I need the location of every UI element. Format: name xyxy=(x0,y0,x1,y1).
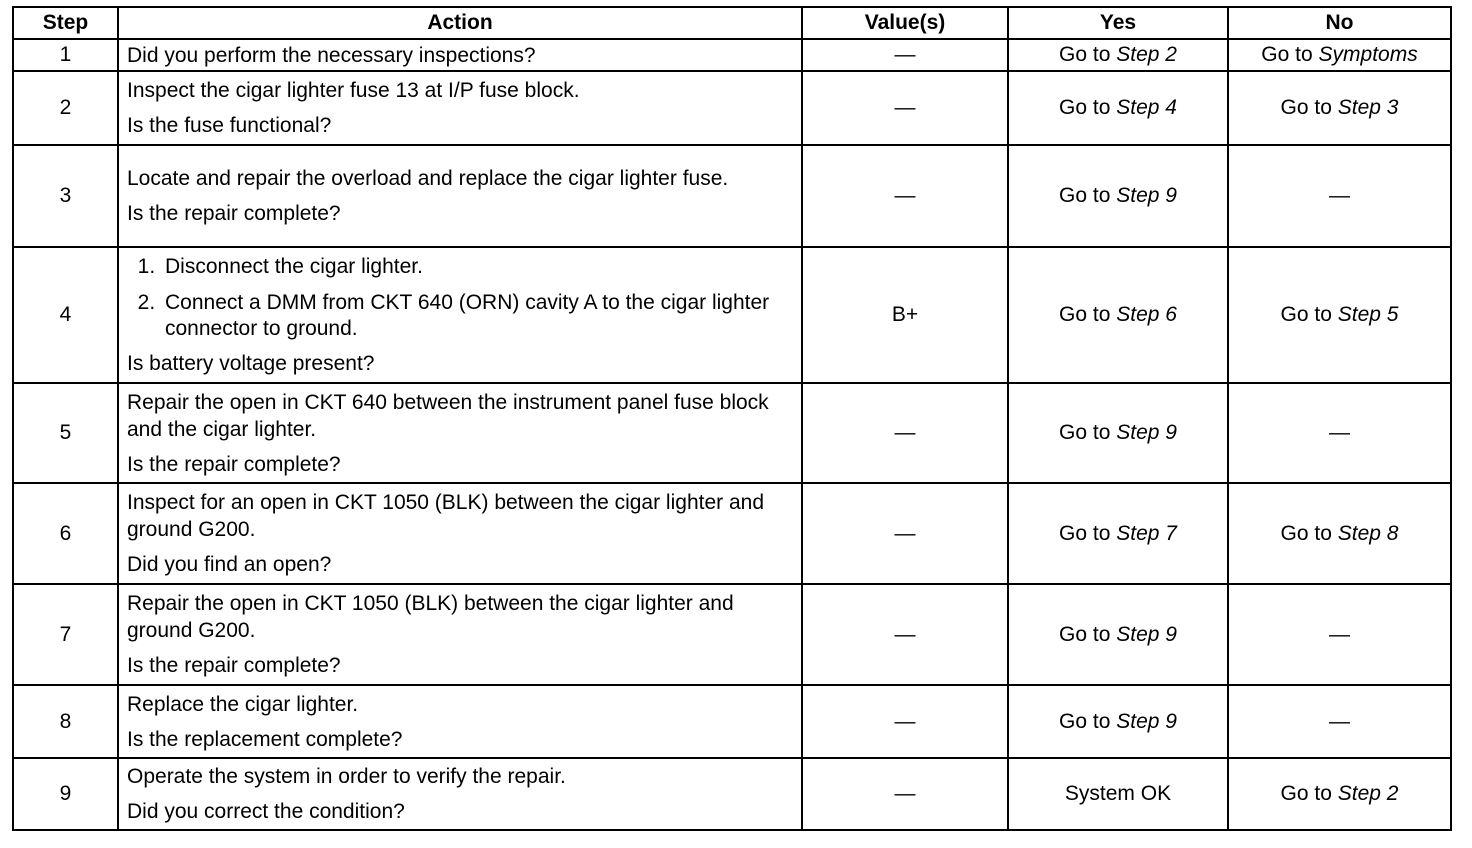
step-number: 6 xyxy=(13,483,118,584)
value-cell: — xyxy=(802,145,1008,247)
no-prefix: Go to xyxy=(1280,303,1332,326)
no-target: Step 2 xyxy=(1337,782,1399,805)
table-row xyxy=(13,71,1451,145)
action-cell xyxy=(118,39,802,71)
value-cell: — xyxy=(802,39,1008,71)
no-target: — xyxy=(1329,421,1350,444)
no-cell xyxy=(1228,758,1451,830)
action-question: Did you perform the necessary inspections? xyxy=(127,43,536,67)
no-cell xyxy=(1228,145,1451,247)
yes-cell xyxy=(1008,247,1228,383)
yes-prefix: Go to xyxy=(1059,184,1111,207)
table-row xyxy=(13,483,1451,584)
table-row xyxy=(13,685,1451,758)
action-text: Locate and repair the overload and replace the cigar lighter fuse. xyxy=(127,167,729,190)
no-cell xyxy=(1228,483,1451,584)
step-number: 8 xyxy=(13,685,118,758)
header-step: Step xyxy=(13,7,118,39)
yes-cell xyxy=(1008,145,1228,247)
yes-target: Step 9 xyxy=(1116,184,1177,207)
value-cell: — xyxy=(802,584,1008,685)
value-cell: B+ xyxy=(802,247,1008,383)
value-cell: — xyxy=(802,71,1008,145)
value-cell: — xyxy=(802,483,1008,584)
action-cell xyxy=(118,383,802,483)
action-cell xyxy=(118,685,802,758)
yes-prefix: Go to xyxy=(1059,421,1111,444)
step-number: 2 xyxy=(13,71,118,145)
action-text: Repair the open in CKT 640 between the instrument panel fuse block and the cigar lighter. xyxy=(127,390,769,441)
yes-target: Step 7 xyxy=(1116,521,1177,545)
action-text: Inspect the cigar lighter fuse 13 at I/P fuse block. xyxy=(127,79,580,102)
step-number: 5 xyxy=(13,383,118,483)
action-question: Is the repair complete? xyxy=(127,202,341,225)
table-body xyxy=(13,39,1451,830)
action-question: Is the repair complete? xyxy=(127,654,341,677)
action-step-item: 1. Disconnect the cigar lighter. xyxy=(161,254,793,280)
no-target: — xyxy=(1329,622,1350,646)
diagnostic-table xyxy=(12,6,1452,831)
step-number: 7 xyxy=(13,584,118,685)
yes-prefix: Go to xyxy=(1059,709,1111,733)
no-cell xyxy=(1228,247,1451,383)
no-cell xyxy=(1228,39,1451,71)
header-yes: Yes xyxy=(1008,7,1228,39)
no-target: Step 5 xyxy=(1337,303,1399,326)
step-number: 9 xyxy=(13,758,118,830)
yes-prefix: Go to xyxy=(1059,622,1111,646)
no-target: Symptoms xyxy=(1318,43,1418,66)
value-cell: — xyxy=(802,383,1008,483)
action-question: Is the replacement complete? xyxy=(127,727,403,751)
table-row xyxy=(13,584,1451,685)
yes-cell xyxy=(1008,584,1228,685)
header-row xyxy=(13,7,1451,39)
action-steps-list xyxy=(127,254,793,342)
no-target: — xyxy=(1329,184,1350,207)
action-cell xyxy=(118,145,802,247)
yes-target: Step 2 xyxy=(1116,43,1177,66)
value-cell: — xyxy=(802,758,1008,830)
action-question: Did you find an open? xyxy=(127,553,332,576)
table-row xyxy=(13,758,1451,830)
action-cell xyxy=(118,584,802,685)
no-prefix: Go to xyxy=(1261,43,1313,66)
action-question: Is the fuse functional? xyxy=(127,114,332,137)
table-row xyxy=(13,39,1451,71)
action-cell xyxy=(118,71,802,145)
no-cell xyxy=(1228,383,1451,483)
no-target: — xyxy=(1329,709,1350,733)
step-number: 3 xyxy=(13,145,118,247)
action-cell xyxy=(118,758,802,830)
action-question: Did you correct the condition? xyxy=(127,800,405,823)
action-text: Operate the system in order to verify the repair. xyxy=(127,765,566,788)
no-prefix: Go to xyxy=(1280,96,1332,119)
yes-target: Step 4 xyxy=(1116,96,1177,119)
yes-target: Step 9 xyxy=(1116,709,1177,733)
header-no: No xyxy=(1228,7,1451,39)
table-row xyxy=(13,383,1451,483)
yes-cell xyxy=(1008,483,1228,584)
action-question: Is battery voltage present? xyxy=(127,351,375,375)
header-action: Action xyxy=(118,7,802,39)
no-prefix: Go to xyxy=(1280,521,1332,545)
yes-cell xyxy=(1008,685,1228,758)
step-number: 1 xyxy=(13,39,118,71)
action-text: Replace the cigar lighter. xyxy=(127,692,359,716)
action-text: Inspect for an open in CKT 1050 (BLK) between the cigar lighter and ground G200. xyxy=(127,491,765,541)
value-cell: — xyxy=(802,685,1008,758)
no-target: Step 8 xyxy=(1337,521,1399,545)
yes-target: Step 6 xyxy=(1116,303,1177,326)
action-cell xyxy=(118,247,802,383)
header-values: Value(s) xyxy=(802,7,1008,39)
action-step-item: 2. Connect a DMM from CKT 640 (ORN) cavity A to the cigar lighter connector to ground. xyxy=(161,290,793,342)
action-question: Is the repair complete? xyxy=(127,452,341,476)
step-number: 4 xyxy=(13,247,118,383)
no-prefix: Go to xyxy=(1280,782,1332,805)
yes-prefix: Go to xyxy=(1059,96,1111,119)
no-target: Step 3 xyxy=(1337,96,1399,119)
no-cell xyxy=(1228,71,1451,145)
yes-prefix: Go to xyxy=(1059,521,1111,545)
yes-target: Step 9 xyxy=(1116,421,1177,444)
yes-cell xyxy=(1008,383,1228,483)
action-text: Repair the open in CKT 1050 (BLK) between the cigar lighter and ground G200. xyxy=(127,592,734,642)
no-cell xyxy=(1228,584,1451,685)
yes-target: Step 9 xyxy=(1116,622,1177,646)
yes-prefix: System OK xyxy=(1064,782,1172,805)
yes-cell xyxy=(1008,71,1228,145)
table-row xyxy=(13,247,1451,383)
yes-cell xyxy=(1008,39,1228,71)
yes-prefix: Go to xyxy=(1059,43,1111,66)
yes-prefix: Go to xyxy=(1059,303,1111,326)
action-cell xyxy=(118,483,802,584)
yes-cell xyxy=(1008,758,1228,830)
table-row xyxy=(13,145,1451,247)
no-cell xyxy=(1228,685,1451,758)
